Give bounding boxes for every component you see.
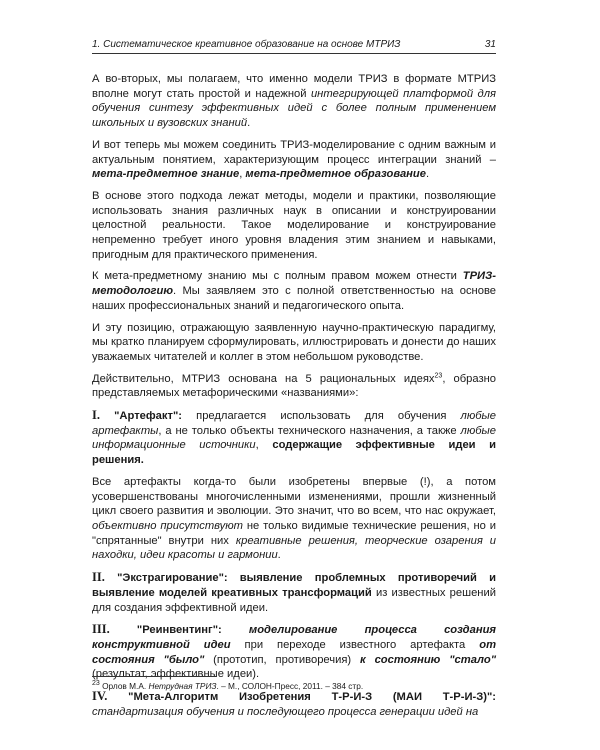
p7-em-2: креативные решения, теорческие озарения и находки, идеи красоты и гармонии	[92, 534, 496, 562]
p4-term: ТРИЗ-методологию	[92, 270, 496, 298]
footnote	[92, 681, 496, 692]
footnote-publisher: . – М., СОЛОН-Пресс, 2011. – 384 стр.	[216, 681, 364, 691]
item3-text-2: (прототип, противоречия)	[204, 653, 361, 666]
list-item-1	[92, 408, 496, 468]
p7-text-2: не только видимые технические решения, но и "спрятанные" внутри них	[92, 519, 497, 547]
item1-name: "Артефакт":	[114, 410, 183, 423]
p2-end: .	[425, 168, 430, 181]
p4-end: . Мы заявляем это с полной ответственностью на основе наших профессиональных знаний и педагогического опыта.	[92, 285, 496, 312]
paragraph-5: И эту позицию, отражающую заявленную научно-практическую парадигму, мы кратко планируем сформулировать, иллюстрировать и донести до наших уважаемых читателей и коллег в этом небольшом руководстве.	[92, 321, 496, 363]
p1-emphasis: интегрирующей платформой для обучения синтезу эффективных идей с более полным применением школьных и вузовских знаний	[92, 87, 496, 130]
footnote-divider	[92, 676, 217, 677]
item2-text: из известных решений для создания эффективной идеи.	[92, 586, 496, 614]
paragraph-2	[92, 138, 496, 182]
item4-name: "Мета-Алгоритм Изобретения Т-Р-И-З (МАИ Т-Р-И-З)":	[128, 691, 496, 704]
item1-em-2: любые информационные источники	[92, 424, 496, 452]
footnote-book-title: Нетрудная ТРИЗ	[148, 681, 217, 691]
item2-strong: выявление проблемных противоречий и выявление моделей креативных трансформаций	[92, 572, 497, 599]
list-item-2	[92, 570, 496, 615]
p1-end: .	[247, 117, 251, 130]
item1-em-1: любые артефакты	[92, 410, 497, 437]
list-item-3	[92, 622, 496, 682]
item1-end: .	[140, 454, 144, 467]
p1-text: А во-вторых, мы полагаем, что именно модели ТРИЗ в формате МТРИЗ вполне могут стать простой и надежной	[92, 73, 496, 100]
item3-numeral: III.	[92, 622, 110, 637]
chapter-title: 1. Систематическое креативное образование на основе МТРИЗ	[92, 39, 401, 50]
item2-name: "Экстрагирование":	[117, 572, 228, 585]
item1-numeral: I.	[92, 408, 100, 423]
item1-text: предлагается использовать для обучения	[182, 410, 461, 423]
item4-numeral: IV.	[92, 689, 108, 704]
footnote-number: 23	[92, 680, 100, 688]
p7-text: Все артефакты когда-то были изобретены впервые (!), а потом усовершенствованы многочисленными изменениями, прошли жизненный цикл своего развития и эволюции. Это значит, что во всем, что нас окружает,	[92, 475, 496, 518]
paragraph-3: В основе этого подхода лежат методы, модели и практики, позволяющие использовать знания различных наук в описании и конструировании целостной реальности. Такое моделирование и конструирование непременно требует иного уровня владения этим знанием и навыками, пригодным для практического применения.	[92, 189, 496, 261]
page-number: 31	[484, 39, 496, 50]
list-item-4	[92, 689, 496, 719]
item3-text: при переходе известного артефакта	[230, 638, 480, 651]
p2-sep: ,	[239, 168, 246, 181]
item3-to-state: к состоянию "стало"	[360, 653, 496, 666]
p4-text: К мета-предметному знанию мы с полным правом можем отнести	[92, 270, 463, 283]
paragraph-1	[92, 72, 496, 131]
item1-strong: содержащие эффективные идеи и решения	[92, 439, 496, 467]
item3-strong: моделирование процесса создания конструктивной идеи	[92, 624, 496, 651]
footnote-ref[interactable]: 23	[434, 371, 443, 379]
item3-name: "Реинвентинг":	[136, 624, 222, 637]
item1-sep: ,	[255, 439, 273, 452]
p6-text: Действительно, МТРИЗ основана на 5 рациональных идеях	[92, 372, 435, 385]
item2-numeral: II.	[92, 570, 105, 585]
footnote-author: Орлов М.А.	[99, 681, 149, 691]
body-text	[92, 72, 496, 726]
item3-from-state: от состояния "было"	[92, 638, 497, 666]
p2-term-1: мета-предметное знание	[92, 168, 240, 181]
p2-text: И вот теперь мы можем соединить ТРИЗ-моделирование с одним важным и актуальным понятием, характеризующим процесс интеграции знаний –	[92, 138, 496, 166]
paragraph-7	[92, 475, 496, 563]
p7-end: .	[277, 549, 281, 562]
paragraph-6	[92, 372, 496, 401]
p7-em-1: объективно присутствуют	[92, 519, 243, 532]
item1-text-2: , а не только объекты технического назначения, а также	[158, 424, 461, 437]
p2-term-2: мета-предметное образование	[245, 168, 426, 181]
running-header	[92, 39, 496, 54]
item3-end: (результат, эффективные идеи).	[92, 668, 260, 681]
paragraph-4	[92, 269, 496, 313]
item4-text: стандартизация обучения и последующего процесса генерации идей на	[92, 705, 479, 718]
p6-end: , образно представляемых метафорическими «названиями»:	[92, 372, 496, 400]
